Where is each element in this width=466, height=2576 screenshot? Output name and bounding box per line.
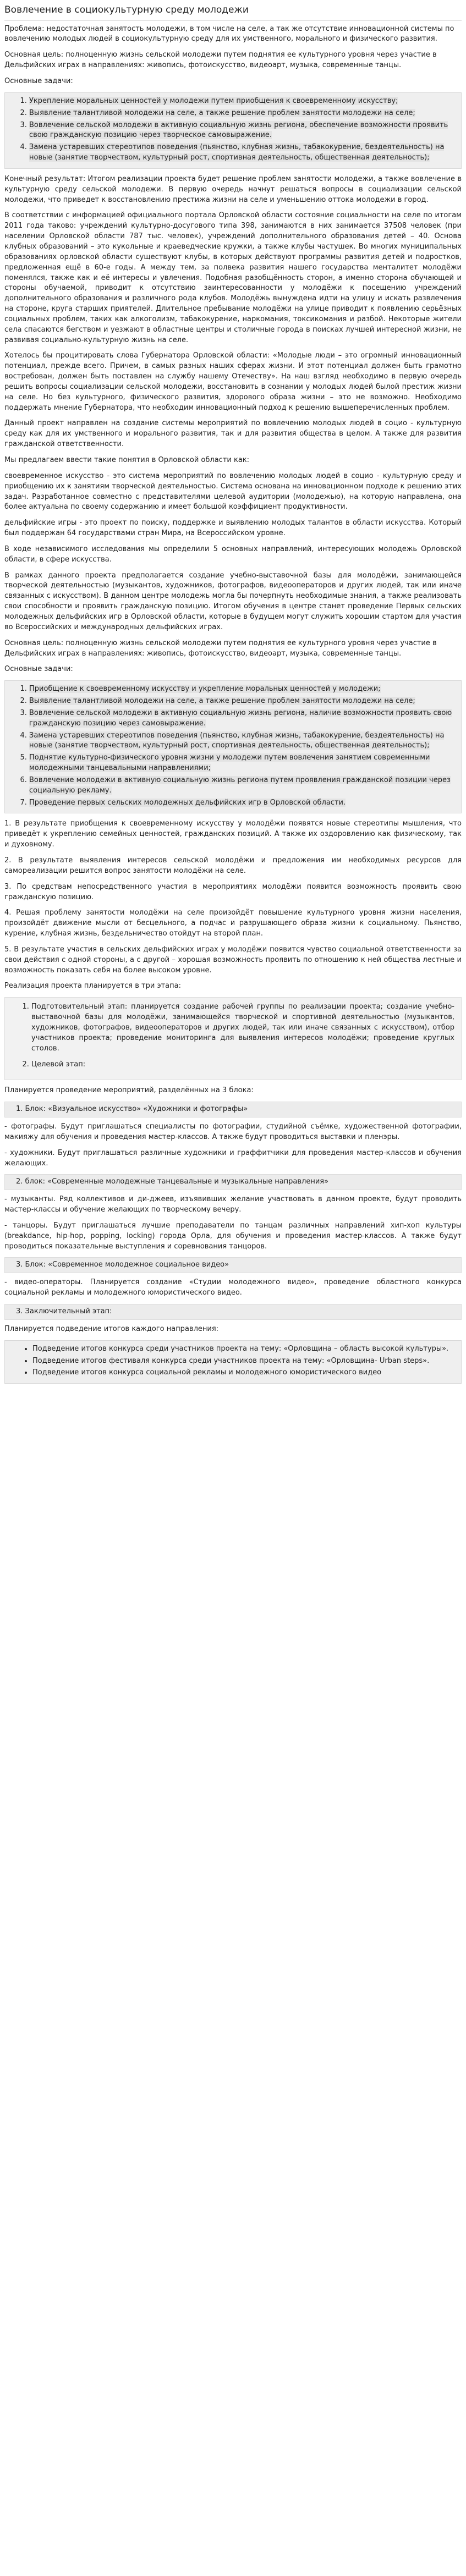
results-section xyxy=(4,819,462,976)
task-item-text: Вовлечение молодежи в активную социальную жизнь региона путем проявления гражданской позиции через социальную рекламу. xyxy=(29,775,451,795)
stages-list xyxy=(24,1002,454,1070)
final-list-box xyxy=(4,1340,462,1384)
task-item-text: Вовлечение сельской молодежи в активную социальную жизнь региона, наличие возможности проявить свою гражданскую позицию через самовыражение. xyxy=(29,708,452,728)
tasks-list-box-2 xyxy=(4,680,462,813)
task-item xyxy=(29,696,456,707)
governor-quote-paragraph: Хотелось бы процитировать слова Губернатора Орловской области: «Молодые люди – это огромный инновационный потенциал, прежде всего. Причем, в самых разных наших сферах жизни. И этот потенциал должен быть грамотно востребован, должен быть поставлен на службу нашему Отечеству». На наш взгляд необходимо в первую очередь решить вопросы социализации сельской молодежи, восстановить в сознании у молодых людей былой престиж жизни на селе. Но без культурного, физического развития, здорового образа жизни – это не возможно. Необходимо поддержать мнение Губернатора, что необходим инновационный подход к решению вышеперечисленных проблем. xyxy=(4,351,462,412)
task-item-text: Проведение первых сельских молодежных дельфийских игр в Орловской области. xyxy=(29,798,346,807)
delphic-paragraph: дельфийские игры - это проект по поиску, поддержке и выявлению молодых талантов в области искусства. Который был поддержан 64 государствами стран Мира, на Всероссийском уровне. xyxy=(4,519,462,538)
block-2-heading: 2. блок: «Современные молодежные танцевальные и музыкальные направления» xyxy=(4,1174,462,1190)
tasks-label: Основные задачи: xyxy=(4,77,73,86)
result-item: 1. В результате приобщения к своевременному искусству у молодёжи появятся новые стереотипы мышления, что приведёт к укреплению семейных ценностей, гражданских позиций. А также их оздоровлению как физическому, так и духовному. xyxy=(4,819,462,849)
task-item-text: Вовлечение сельской молодежи в активную социальную жизнь региона, обеспечение возможности проявить свою гражданскую позицию через творческое самовыражение. xyxy=(29,120,448,140)
directions-paragraph: В ходе независимого исследования мы определили 5 основных направлений, интересующих молодежь Орловской области, в сфере искусства. xyxy=(4,544,462,564)
final-item: • Подведение итогов конкурса среди участников проекта на тему: «Орловщина – область высокой культуры». xyxy=(32,1344,456,1355)
task-item-text: Замена устаревших стереотипов поведения (пьянство, клубная жизнь, табакокурение, бездеятельность) на новые (занятие творчеством, культурный рост, спортивная деятельность, общественная деятельность); xyxy=(29,143,445,162)
page-title: Вовлечение в социокультурную среду молодежи xyxy=(4,0,462,21)
base-paragraph: В рамках данного проекта предполагается создание учебно-выставочной базы для молодёжи, занимающейся творческой деятельностью (музыкантов, художников, фотографов, видеооператоров и других людей, так или иначе связанных с искусством). В данном центре молодежь могла бы почерпнуть необходимые знания, а также реализовать свои способности и проявить гражданскую позицию. Итогом обучения в центре станет проведение Первых сельских молодежных дельфийских игр в Орловской области, которые в будущем могут служить хорошим стартом для участия во Всероссийских и международных дельфийских играх. xyxy=(4,571,462,631)
goal-text-2: Основная цель: полноценную жизнь сельской молодежи путем поднятия ее культурного уровня через участие в Дельфийских играх в направлениях: живопись, фотоискусство, видеоарт, музыка, современные танцы. xyxy=(4,639,437,658)
tasks-list-2 xyxy=(21,684,456,808)
task-item xyxy=(29,798,456,808)
problem-text: Проблема: недостаточная занятость молодежи, в том числе на селе, а так же отсутствие инновационной системы по вовлечению молодых людей в социокультурную среду для их умственного, морального и физического развития. xyxy=(4,24,454,43)
tasks-list-box xyxy=(4,92,462,169)
task-item xyxy=(29,753,456,774)
stage-item: 2. Целевой этап: xyxy=(31,1060,454,1070)
blocks-intro: Планируется проведение мероприятий, разделённых на 3 блока: xyxy=(4,1086,254,1095)
task-item xyxy=(29,775,456,796)
tasks-label-2: Основные задачи: xyxy=(4,665,73,674)
video-paragraph: - видео-операторы. Планируется создание «Студии молодежного видео», проведение областного конкурса социальной рекламы и молодежного юмористического видео. xyxy=(4,1278,462,1297)
project-paragraph: Данный проект направлен на создание системы мероприятий по вовлечению молодых людей в социо - культурную среду как для их умственного и морального развития, так и для развития общества в целом. А также для развития гражданской ответственности. xyxy=(4,419,462,449)
musicians-paragraph: - музыканты. Ряд коллективов и ди-джеев, изъявивших желание участвовать в данном проекте, будут проводить мастер-классы и обучение желающих по творческому вечеру. xyxy=(4,1195,462,1214)
final-label: Планируется подведение итогов каждого направления: xyxy=(4,1324,219,1333)
modern-art-paragraph: своевременное искусство - это система мероприятий по вовлечению молодых людей в социо - культурную среду и приобщению их к занятиям творческой деятельностью. Система основана на инновационном подходе к решению этих задач. Разработанное совместно с представителями целевой аудитории (молодежью), на которую направлена, она более актуальна по своему содержанию и имеет большой коэффициент продуктивности. xyxy=(4,471,462,511)
task-item-text: Приобщение к своевременному искусству и укрепление моральных ценностей у молодежи; xyxy=(29,685,381,693)
final-item: • Подведение итогов фестиваля конкурса среди участников проекта на тему: «Орловщина- Urban steps». xyxy=(32,1356,456,1367)
dancers-paragraph: - танцоры. Будут приглашаться лучшие преподаватели по танцам различных направлений хип-хоп культуры (breakdance, hip-hop, popping, locking) города Орла, для обучения и проведения мастер-классов. А также будут проводиться показательные выступления и соревнования танцоров. xyxy=(4,1221,462,1251)
result-item: 2. В результате выявления интересов сельской молодёжи и предложения им необходимых ресурсов для самореализации решится вопрос занятости молодёжи на селе. xyxy=(4,856,462,875)
block-3-heading: 3. Блок: «Современное молодежное социальное видео» xyxy=(4,1257,462,1273)
result-item: 5. В результате участия в сельских дельфийских играх у молодёжи появится чувство социальной ответственности за свои действия с одной стороны, а с другой – хорошая возможность проявить по отношению к ней общества лестные и возможность показать себя на более высоком уровне. xyxy=(4,945,462,975)
task-item-text: Выявление талантливой молодежи на селе, а также решение проблем занятости молодежи на селе; xyxy=(29,697,415,706)
stages-label: Реализация проекта планируется в три этапа: xyxy=(4,982,181,990)
stages-box xyxy=(4,997,462,1080)
result-text: Конечный результат: Итогом реализации проекта будет решение проблем занятости молодежи, а также вовлечение в культурную среду сельской молодежи. В первую очередь начнут решаться вопросы в социализации сельской молодежи, что приведет к восстановлению престижа жизни на селе и уменьшению оттока молодежи в город. xyxy=(4,174,462,204)
final-item: • Подведение итогов конкурса социальной рекламы и молодежного юмористического видео xyxy=(32,1368,456,1378)
tasks-list xyxy=(21,96,456,163)
task-item xyxy=(29,96,456,107)
result-item: 4. Решая проблему занятости молодёжи на селе произойдёт повышение культурного уровня жизни населения, произойдёт движение мысли от бесцельного, а подчас и разрушающего образа жизни к социальному. Пьянство, курение, клубная жизнь, бездельничество отойдут на второй план. xyxy=(4,909,462,938)
task-item xyxy=(29,108,456,119)
stage-item: 1. Подготовительный этап: планируется создание рабочей группы по реализации проекта; создание учебно-выставочной базы для молодёжи, занимающейся творческой и спортивной деятельностью (музыкантов, художников, фотографов, видеооператоров и других людей, так или иначе связанных с искусством), отбор участников проекта; проведение мониторинга для выявления интересов молодёжи; проведение круглых столов. xyxy=(31,1002,454,1054)
task-item xyxy=(29,731,456,752)
goal-text: Основная цель: полноценную жизнь сельской молодежи путем поднятия ее культурного уровня через участие в Дельфийских играх в направлениях: живопись, фотоискусство, видеоарт, музыка, современные танцы. xyxy=(4,51,437,70)
photographers-paragraph: - фотографы. Будут приглашаться специалисты по фотографии, студийной съёмке, художественной фотографии, макияжу для обучения и проведения мастер-классов. А также будут проводиться выставки и пленэры. xyxy=(4,1122,462,1141)
final-list xyxy=(16,1344,456,1379)
concept-intro: Мы предлагаем ввести такие понятия в Орловской области как: xyxy=(4,456,250,465)
task-item-text: Замена устаревших стереотипов поведения (пьянство, клубная жизнь, табакокурение, бездеятельность) на новые (занятие творчеством, культурный рост, спортивная деятельность, общественная деятельность); xyxy=(29,731,445,750)
task-item-text: Выявление талантливой молодежи на селе, а также решение проблем занятости молодежи на селе; xyxy=(29,108,415,117)
task-item-text: Укрепление моральных ценностей у молодежи путем приобщения к своевременному искусству; xyxy=(29,96,398,105)
task-item-text: Поднятие культурно-физического уровня жизни у молодежи путем вовлечения занятием современными молодежными танцевальными направлениями; xyxy=(29,753,430,773)
block-1-heading: 1. Блок: «Визуальное искусство» «Художники и фотографы» xyxy=(4,1102,462,1118)
task-item xyxy=(29,684,456,695)
stage-3-heading: 3. Заключительный этап: xyxy=(4,1304,462,1320)
task-item xyxy=(29,142,456,163)
stats-paragraph: В соответствии с информацией официального портала Орловской области состояние социальности на селе по итогам 2011 года таково: учреждений культурно-досугового типа 398, занимаются в них занимается 37508 человек (при населении Орловской области 787 тыс. человек), учреждений дополнительного образования детей – 40. Основа клубных образований – это кукольные и краеведческие кружки, а также клубы частушек. Во многих муниципальных образованиях орловской области существуют клубы, в которых действуют программы развития детей и подростков, предложенная ещё в 60-е годы. А между тем, за полвека развития нашего государства менталитет молодёжи поменялся, также как и её интересы и увлечения. Подобная разобщённость сторон, а именно сторона обучающей и стороны обучаемой, приводит к отсутствию заинтересованности у молодёжи к посещению учреждений дополнительного образования и различного рода клубов. Молодёжь вынуждена идти на улицу и искать развлечения на стороне, круга старших приятелей. Длительное пребывание молодёжи на улице приводит к появлению серьёзных социальных проблем, таких как алкоголизм, табакокурение, наркомания, токсикомания и разбой. Некоторые жители села спасаются бегством и уезжают в областные центры и столичные города в поисках лучшей интересной жизни, не развивая социально-культурную жизнь на селе. xyxy=(4,211,462,344)
task-item xyxy=(29,708,456,729)
artists-paragraph: - художники. Будут приглашаться различные художники и граффитчики для проведения мастер-классов и обучения желающих. xyxy=(4,1148,462,1168)
result-item: 3. По средствам непосредственного участия в мероприятиях молодёжи появится возможность проявить свою гражданскую позицию. xyxy=(4,882,462,901)
task-item xyxy=(29,120,456,141)
